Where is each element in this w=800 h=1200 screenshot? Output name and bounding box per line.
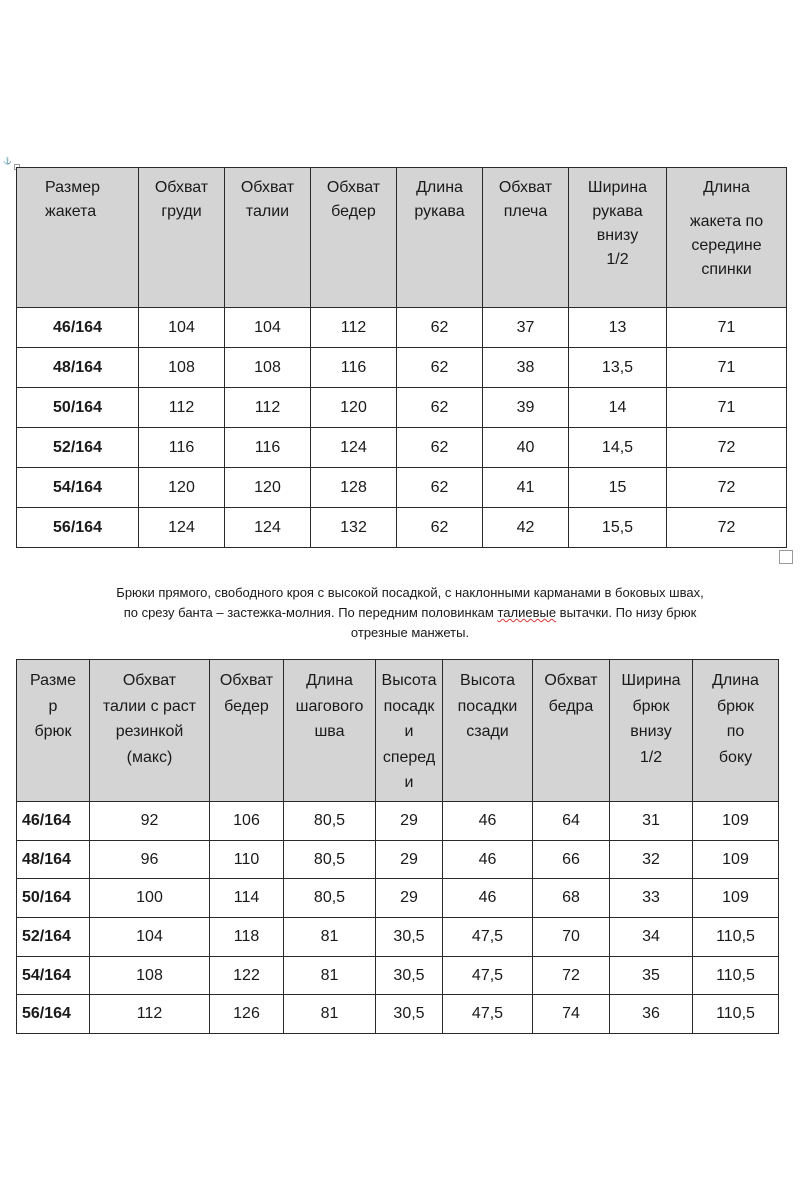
pants-description: Брюки прямого, свободного кроя с высокой посадкой, с наклонными карманами в боковых швах, по срезу банта – застежка-молния. По передним половинкам талиевые вытачки. По низу брюк отрезные манжеты. [116,585,704,640]
table-cell: 126 [210,995,284,1034]
table-cell: 108 [90,956,210,995]
table-row [17,840,779,879]
table-row [17,879,779,918]
table-cell: 132 [311,508,397,548]
table-cell: 80,5 [284,879,376,918]
table-cell: 42 [483,508,569,548]
table-cell: 74 [533,995,610,1034]
pants-header-hem-width: Ширина брюк внизу 1/2 [610,660,693,802]
table-cell: 72 [533,956,610,995]
table-cell: 29 [376,802,443,841]
size-cell: 50/164 [17,879,90,918]
table-cell: 104 [139,308,225,348]
table-cell: 112 [311,308,397,348]
table-cell: 13,5 [569,348,667,388]
pants-header-front-rise: Высота посадк и сперед и [376,660,443,802]
table-cell: 29 [376,840,443,879]
table-cell: 104 [90,918,210,957]
table-cell: 81 [284,918,376,957]
table-cell: 36 [610,995,693,1034]
table-row [17,388,787,428]
table-cell: 66 [533,840,610,879]
pants-header-thigh: Обхват бедра [533,660,610,802]
table-cell: 116 [225,428,311,468]
table-row [17,428,787,468]
table-cell: 124 [139,508,225,548]
pants-header-size: Разме р брюк [17,660,90,802]
table-cell: 109 [693,840,779,879]
table-cell: 116 [139,428,225,468]
table-cell: 120 [311,388,397,428]
table-cell: 13 [569,308,667,348]
table-cell: 110 [210,840,284,879]
table-row [17,508,787,548]
table-cell: 39 [483,388,569,428]
table-cell: 46 [443,879,533,918]
jacket-header-shoulder: Обхват плеча [483,168,569,308]
table-cell: 110,5 [693,995,779,1034]
table-cell: 106 [210,802,284,841]
table-row [17,308,787,348]
size-cell: 54/164 [17,956,90,995]
table-cell: 34 [610,918,693,957]
table-cell: 118 [210,918,284,957]
table-cell: 108 [139,348,225,388]
table-cell: 108 [225,348,311,388]
table-cell: 112 [225,388,311,428]
table-cell: 110,5 [693,956,779,995]
table-cell: 62 [397,468,483,508]
table-cell: 47,5 [443,956,533,995]
pants-header-waist: Обхват талии с раст резинкой (макс) [90,660,210,802]
table-row [17,995,779,1034]
table-cell: 70 [533,918,610,957]
size-cell: 46/164 [17,802,90,841]
table-cell: 62 [397,388,483,428]
table-cell: 122 [210,956,284,995]
table-row [17,802,779,841]
table-cell: 62 [397,428,483,468]
table-cell: 81 [284,956,376,995]
table-cell: 62 [397,348,483,388]
table-cell: 112 [139,388,225,428]
table-cell: 71 [667,308,787,348]
size-cell: 50/164 [17,388,139,428]
table-cell: 47,5 [443,918,533,957]
size-cell: 54/164 [17,468,139,508]
pants-header-hips: Обхват бедер [210,660,284,802]
table-cell: 72 [667,508,787,548]
size-cell: 48/164 [17,840,90,879]
table-cell: 128 [311,468,397,508]
jacket-header-waist: Обхват талии [225,168,311,308]
table-row [17,468,787,508]
pants-size-table [16,659,779,1034]
table-cell: 30,5 [376,956,443,995]
jacket-header-row [17,168,787,308]
table-cell: 80,5 [284,802,376,841]
pants-header-back-rise: Высота посадки сзади [443,660,533,802]
table-cell: 71 [667,388,787,428]
jacket-header-chest: Обхват груди [139,168,225,308]
size-cell: 48/164 [17,348,139,388]
table-cell: 114 [210,879,284,918]
table-cell: 64 [533,802,610,841]
table-cell: 110,5 [693,918,779,957]
table-cell: 14,5 [569,428,667,468]
table-cell: 112 [90,995,210,1034]
jacket-size-table [16,167,787,548]
table-cell: 14 [569,388,667,428]
jacket-header-back-length: Длина жакета по середине спинки [667,168,787,308]
anchor-icon: ⚓ [3,158,12,165]
size-cell: 52/164 [17,918,90,957]
table-cell: 38 [483,348,569,388]
table-cell: 46 [443,802,533,841]
table-cell: 109 [693,802,779,841]
table-cell: 35 [610,956,693,995]
size-cell: 52/164 [17,428,139,468]
table-cell: 30,5 [376,918,443,957]
table-cell: 46 [443,840,533,879]
table-cell: 37 [483,308,569,348]
table-cell: 62 [397,308,483,348]
jacket-header-sleeve-width: Ширина рукава внизу 1/2 [569,168,667,308]
table-cell: 96 [90,840,210,879]
pants-header-row [17,660,779,802]
table-cell: 120 [139,468,225,508]
size-cell: 56/164 [17,995,90,1034]
size-cell: 46/164 [17,308,139,348]
table-row [17,918,779,957]
jacket-header-size: Размер жакета [17,168,139,308]
table-cell: 72 [667,468,787,508]
table-cell: 68 [533,879,610,918]
pants-header-inseam: Длина шагового шва [284,660,376,802]
jacket-header-hips: Обхват бедер [311,168,397,308]
jacket-header-sleeve-length: Длина рукава [397,168,483,308]
table-cell: 62 [397,508,483,548]
table-cell: 100 [90,879,210,918]
table-cell: 29 [376,879,443,918]
table-cell: 30,5 [376,995,443,1034]
table-cell: 33 [610,879,693,918]
table-cell: 81 [284,995,376,1034]
table-cell: 41 [483,468,569,508]
table-cell: 31 [610,802,693,841]
table-row [17,348,787,388]
table-cell: 120 [225,468,311,508]
table-cell: 109 [693,879,779,918]
table-cell: 15 [569,468,667,508]
spellcheck-underline: талиевые [497,605,557,620]
table-resize-handle-icon[interactable] [779,550,793,564]
table-cell: 92 [90,802,210,841]
table-cell: 104 [225,308,311,348]
table-cell: 124 [225,508,311,548]
pants-header-side-length: Длина брюк по боку [693,660,779,802]
table-cell: 40 [483,428,569,468]
table-cell: 47,5 [443,995,533,1034]
table-cell: 124 [311,428,397,468]
size-cell: 56/164 [17,508,139,548]
table-cell: 15,5 [569,508,667,548]
table-cell: 80,5 [284,840,376,879]
table-cell: 71 [667,348,787,388]
table-row [17,956,779,995]
table-cell: 72 [667,428,787,468]
table-cell: 32 [610,840,693,879]
table-cell: 116 [311,348,397,388]
